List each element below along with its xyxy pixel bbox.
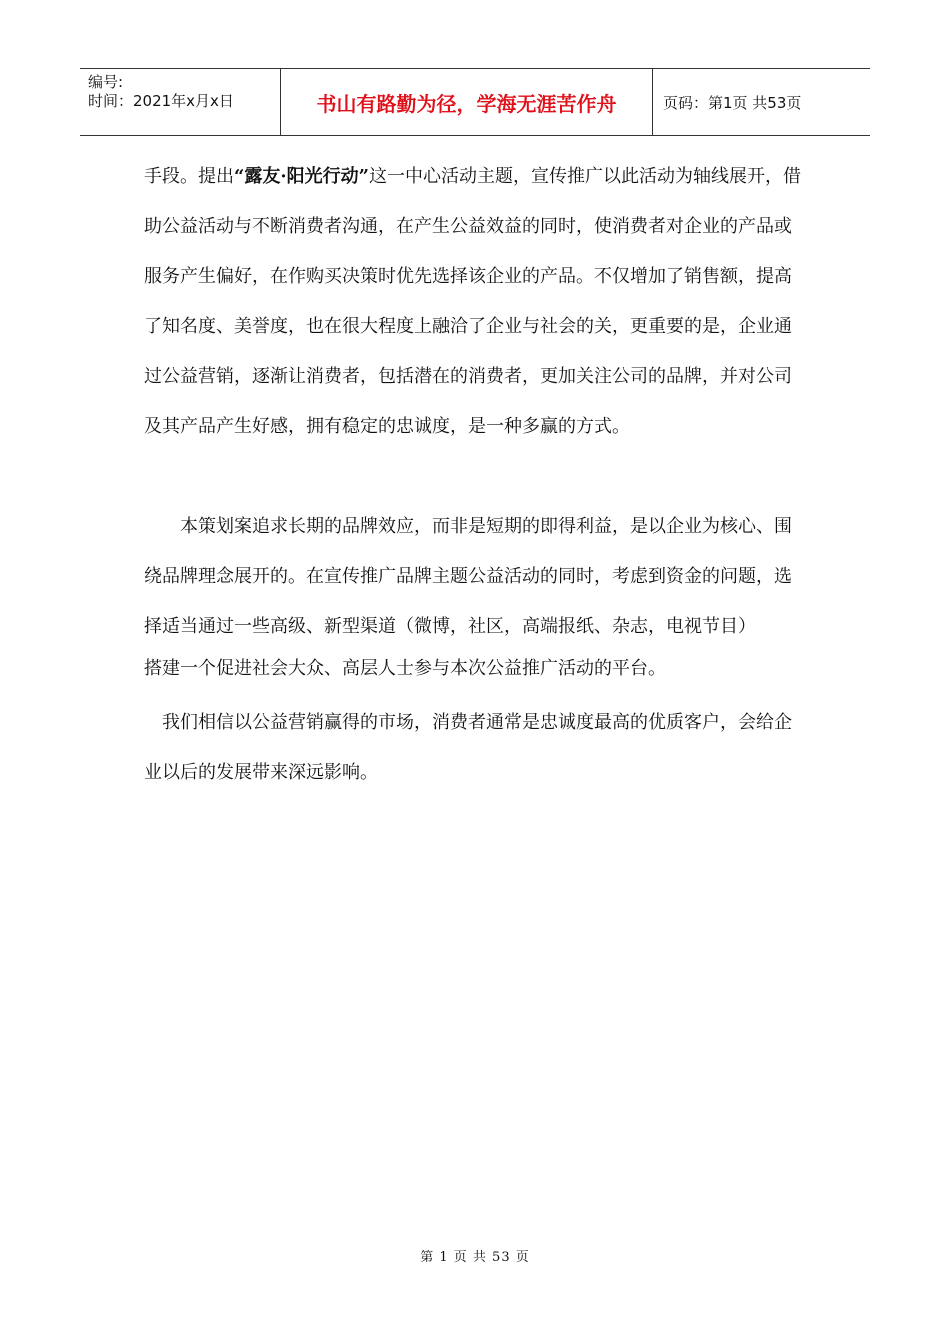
page-footer: 第 1 页 共 53 页 bbox=[420, 1250, 530, 1265]
paragraph-4: 我们相信以公益营销赢得的市场，消费者通常是忠诚度最高的优质客户，会给企业以后的发展带来深远影响。 bbox=[144, 712, 792, 783]
document-date-label: 时间：2021年x月x日 bbox=[88, 92, 234, 110]
paragraph-1-rest: 这一中心活动主题，宣传推广以此活动为轴线展开，借助公益活动与不断消费者沟通，在产生公益效益的同时，使消费者对企业的产品或服务产生偏好，在作购买决策时优先选择该企业的产品。不仅增加了销售额，提高了知名度、美誉度，也在很大程度上融洽了企业与社会的关，更重要的是，企业通过公益营销，逐渐让消费者，包括潜在的消费者，更加关注公司的品牌，并对公司及其产品产生好感，拥有稳定的忠诚度，是一种多赢的方式。 bbox=[144, 166, 801, 437]
paragraph-3: 搭建一个促进社会大众、高层人士参与本次公益推广活动的平台。 bbox=[144, 658, 666, 679]
campaign-theme: “露友·阳光行动” bbox=[234, 166, 369, 187]
paragraph-1 bbox=[144, 152, 808, 452]
paragraph-1-lead: 手段。提出 bbox=[144, 166, 234, 187]
header-meta bbox=[80, 69, 281, 135]
header-motto: 书山有路勤为径，学海无涯苦作舟 bbox=[281, 69, 653, 135]
header-page-info: 页码：第1页 共53页 bbox=[663, 93, 802, 112]
paragraph-2: 本策划案追求长期的品牌效应，而非是短期的即得利益，是以企业为核心、围绕品牌理念展开的。在宣传推广品牌主题公益活动的同时，考虑到资金的问题，选择适当通过一些高级、新型渠道（微博，社区，高端报纸、杂志，电视节目） bbox=[144, 516, 792, 637]
document-body bbox=[144, 152, 808, 798]
document-number-label: 编号: bbox=[88, 73, 124, 91]
page-header bbox=[80, 68, 870, 136]
